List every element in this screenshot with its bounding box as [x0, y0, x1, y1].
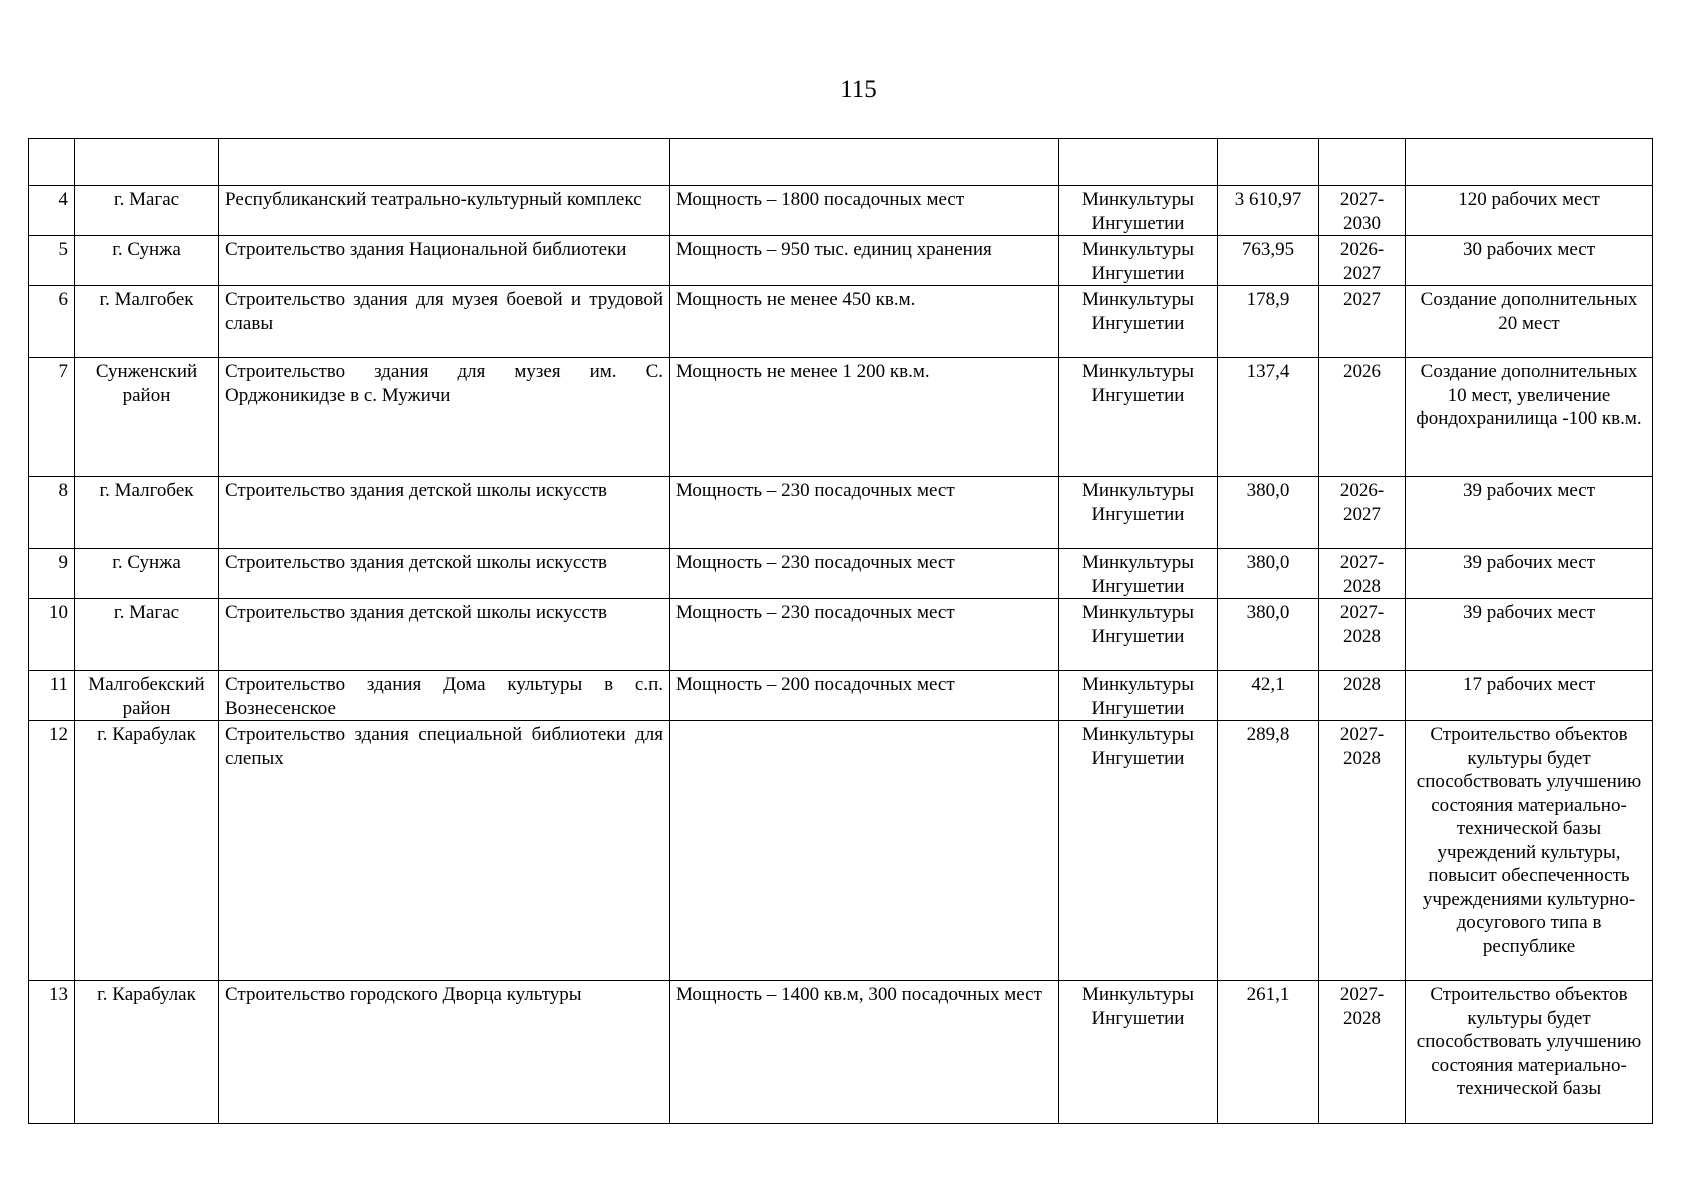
project-name-cell: Строительство здания для музея им. С. Орджоникидзе в с. Мужичи — [219, 358, 670, 477]
project-name-cell: Строительство здания Национальной библиотеки — [219, 236, 670, 286]
capacity-cell: Мощность – 200 посадочных мест — [670, 671, 1059, 721]
period-cell: 2027-2028 — [1319, 549, 1406, 599]
period-cell: 2027-2028 — [1319, 721, 1406, 981]
row-number: 5 — [29, 236, 75, 286]
agency-cell: Минкультуры Ингушетии — [1059, 549, 1218, 599]
row-number: 4 — [29, 186, 75, 236]
capacity-cell: Мощность не менее 450 кв.м. — [670, 286, 1059, 358]
period-cell: 2028 — [1319, 671, 1406, 721]
capacity-cell — [670, 721, 1059, 981]
result-cell: 30 рабочих мест — [1406, 236, 1653, 286]
agency-cell: Минкультуры Ингушетии — [1059, 286, 1218, 358]
cost-cell: 261,1 — [1218, 981, 1319, 1124]
result-cell: 39 рабочих мест — [1406, 477, 1653, 549]
empty-cell — [29, 139, 75, 186]
location-cell: Малгобекский район — [75, 671, 219, 721]
project-name-cell: Строительство здания Дома культуры в с.п. Вознесенское — [219, 671, 670, 721]
cost-cell: 42,1 — [1218, 671, 1319, 721]
project-name-cell: Республиканский театрально-культурный комплекс — [219, 186, 670, 236]
project-name-cell: Строительство здания детской школы искусств — [219, 599, 670, 671]
result-cell: Строительство объектов культуры будет способствовать улучшению состояния материально-технической базы — [1406, 981, 1653, 1124]
period-cell: 2026-2027 — [1319, 477, 1406, 549]
project-name-cell: Строительство здания детской школы искусств — [219, 477, 670, 549]
empty-cell — [1319, 139, 1406, 186]
empty-cell — [1059, 139, 1218, 186]
agency-cell: Минкультуры Ингушетии — [1059, 477, 1218, 549]
empty-cell — [1218, 139, 1319, 186]
empty-cell — [670, 139, 1059, 186]
cost-cell: 137,4 — [1218, 358, 1319, 477]
result-cell: 17 рабочих мест — [1406, 671, 1653, 721]
location-cell: г. Сунжа — [75, 236, 219, 286]
location-cell: г. Магас — [75, 599, 219, 671]
table-row — [29, 477, 1653, 549]
row-number: 9 — [29, 549, 75, 599]
cost-cell: 178,9 — [1218, 286, 1319, 358]
table-row — [29, 599, 1653, 671]
location-cell: г. Карабулак — [75, 721, 219, 981]
period-cell: 2027 — [1319, 286, 1406, 358]
capacity-cell: Мощность не менее 1 200 кв.м. — [670, 358, 1059, 477]
period-cell: 2026 — [1319, 358, 1406, 477]
result-cell: 120 рабочих мест — [1406, 186, 1653, 236]
agency-cell: Минкультуры Ингушетии — [1059, 599, 1218, 671]
empty-cell — [219, 139, 670, 186]
capacity-cell: Мощность – 1400 кв.м, 300 посадочных мест — [670, 981, 1059, 1124]
project-name-cell: Строительство здания для музея боевой и трудовой славы — [219, 286, 670, 358]
agency-cell: Минкультуры Ингушетии — [1059, 186, 1218, 236]
row-number: 8 — [29, 477, 75, 549]
project-name-cell: Строительство здания детской школы искусств — [219, 549, 670, 599]
period-cell: 2027-2028 — [1319, 981, 1406, 1124]
table-row — [29, 236, 1653, 286]
table-row — [29, 549, 1653, 599]
capacity-cell: Мощность – 230 посадочных мест — [670, 549, 1059, 599]
cost-cell: 289,8 — [1218, 721, 1319, 981]
cost-cell: 380,0 — [1218, 599, 1319, 671]
row-number: 7 — [29, 358, 75, 477]
capacity-cell: Мощность – 230 посадочных мест — [670, 477, 1059, 549]
cost-cell: 380,0 — [1218, 549, 1319, 599]
row-number: 11 — [29, 671, 75, 721]
page-number: 115 — [840, 76, 877, 103]
agency-cell: Минкультуры Ингушетии — [1059, 981, 1218, 1124]
capacity-cell: Мощность – 1800 посадочных мест — [670, 186, 1059, 236]
row-number: 10 — [29, 599, 75, 671]
table-empty-header-row — [29, 139, 1653, 186]
capacity-cell: Мощность – 230 посадочных мест — [670, 599, 1059, 671]
result-cell: Создание дополнительных 10 мест, увеличение фондохранилища -100 кв.м. — [1406, 358, 1653, 477]
result-cell: Создание дополнительных 20 мест — [1406, 286, 1653, 358]
location-cell: г. Карабулак — [75, 981, 219, 1124]
result-cell: Строительство объектов культуры будет способствовать улучшению состояния материально-технической базы учреждений культуры, повысит обеспеченность учреждениями культурно-досугового типа в республике — [1406, 721, 1653, 981]
agency-cell: Минкультуры Ингушетии — [1059, 236, 1218, 286]
project-name-cell: Строительство городского Дворца культуры — [219, 981, 670, 1124]
cost-cell: 3 610,97 — [1218, 186, 1319, 236]
empty-cell — [1406, 139, 1653, 186]
agency-cell: Минкультуры Ингушетии — [1059, 671, 1218, 721]
table-row — [29, 721, 1653, 981]
period-cell: 2027-2030 — [1319, 186, 1406, 236]
result-cell: 39 рабочих мест — [1406, 599, 1653, 671]
location-cell: г. Малгобек — [75, 286, 219, 358]
table-row — [29, 671, 1653, 721]
capacity-cell: Мощность – 950 тыс. единиц хранения — [670, 236, 1059, 286]
agency-cell: Минкультуры Ингушетии — [1059, 358, 1218, 477]
row-number: 13 — [29, 981, 75, 1124]
location-cell: г. Магас — [75, 186, 219, 236]
projects-table — [28, 138, 1653, 1124]
table-row — [29, 981, 1653, 1124]
location-cell: г. Сунжа — [75, 549, 219, 599]
table-row — [29, 286, 1653, 358]
result-cell: 39 рабочих мест — [1406, 549, 1653, 599]
cost-cell: 763,95 — [1218, 236, 1319, 286]
project-name-cell: Строительство здания специальной библиотеки для слепых — [219, 721, 670, 981]
location-cell: Сунженский район — [75, 358, 219, 477]
period-cell: 2027-2028 — [1319, 599, 1406, 671]
row-number: 12 — [29, 721, 75, 981]
location-cell: г. Малгобек — [75, 477, 219, 549]
empty-cell — [75, 139, 219, 186]
row-number: 6 — [29, 286, 75, 358]
table-row — [29, 186, 1653, 236]
cost-cell: 380,0 — [1218, 477, 1319, 549]
table-row — [29, 358, 1653, 477]
period-cell: 2026-2027 — [1319, 236, 1406, 286]
agency-cell: Минкультуры Ингушетии — [1059, 721, 1218, 981]
